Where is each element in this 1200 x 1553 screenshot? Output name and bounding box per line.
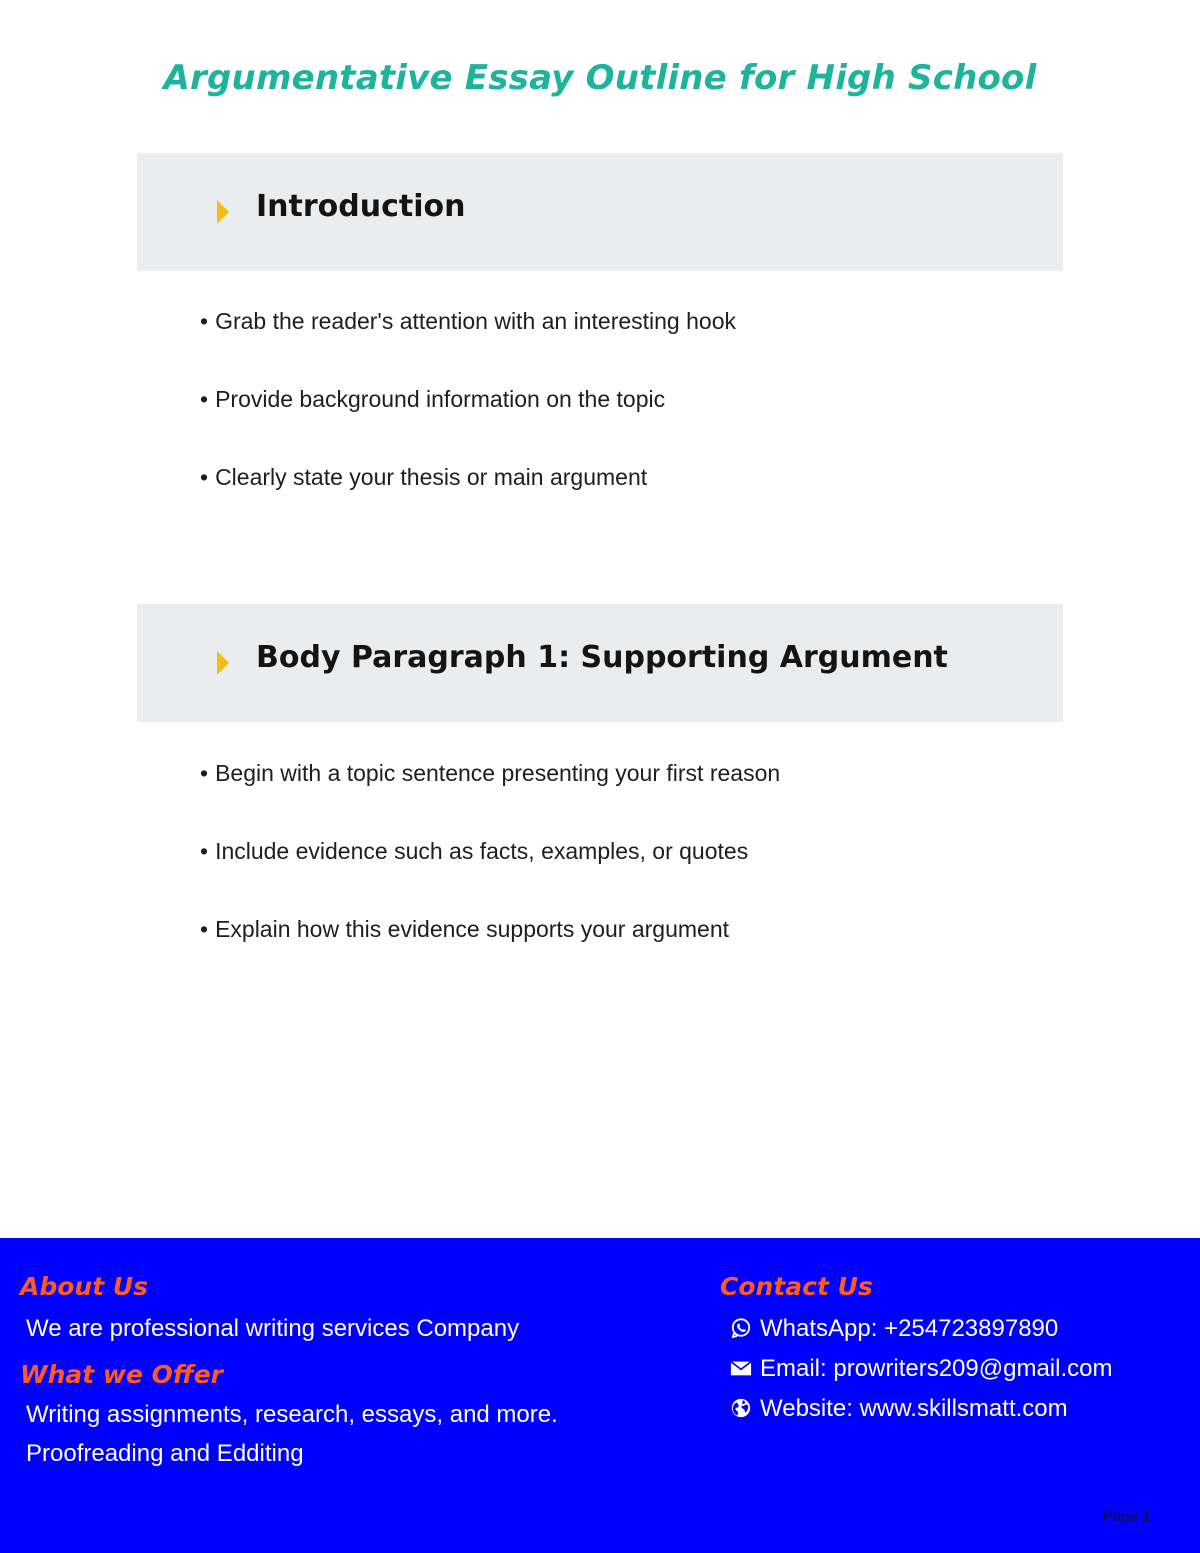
list-item: • Provide background information on the topic [200, 386, 666, 412]
caret-right-icon [217, 200, 229, 224]
globe-icon [730, 1397, 752, 1419]
section-header-introduction [137, 153, 1063, 271]
website-contact[interactable]: Website: www.skillsmatt.com [730, 1394, 1068, 1424]
section-heading: Body Paragraph 1: Supporting Argument [256, 640, 948, 675]
list-item: • Explain how this evidence supports your argument [200, 916, 730, 942]
email-contact[interactable]: Email: prowriters209@gmail.com [730, 1354, 1112, 1384]
about-us-heading: About Us [20, 1272, 149, 1301]
about-us-text: We are professional writing services Company [26, 1315, 520, 1342]
section-header-body-paragraph-1 [137, 604, 1063, 722]
list-item: • Begin with a topic sentence presenting your first reason [200, 760, 781, 786]
bullet-marker: • [200, 838, 209, 864]
list-item: • Grab the reader's attention with an interesting hook [200, 308, 736, 334]
mail-icon [730, 1357, 752, 1379]
list-item: • Include evidence such as facts, examples, or quotes [200, 838, 749, 864]
caret-right-icon [217, 651, 229, 675]
footer [0, 1238, 1200, 1553]
what-we-offer-heading: What we Offer [20, 1360, 224, 1389]
list-item: • Clearly state your thesis or main argument [200, 464, 648, 490]
contact-us-heading: Contact Us [720, 1272, 873, 1301]
bullet-list-introduction [200, 306, 736, 540]
whatsapp-contact[interactable]: WhatsApp: +254723897890 [730, 1314, 1058, 1344]
bullet-marker: • [200, 386, 209, 412]
bullet-marker: • [200, 308, 209, 334]
page-title: Argumentative Essay Outline for High School [163, 58, 1037, 98]
bullet-marker: • [200, 464, 209, 490]
section-heading: Introduction [256, 189, 466, 224]
bullet-marker: • [200, 916, 209, 942]
offer-line: Writing assignments, research, essays, and more. [26, 1401, 558, 1428]
whatsapp-icon [730, 1317, 752, 1339]
bullet-marker: • [200, 760, 209, 786]
bullet-list-body-paragraph-1 [200, 758, 780, 992]
page-number: Page 1 [1103, 1508, 1151, 1525]
offer-line: Proofreading and Edditing [26, 1440, 304, 1467]
